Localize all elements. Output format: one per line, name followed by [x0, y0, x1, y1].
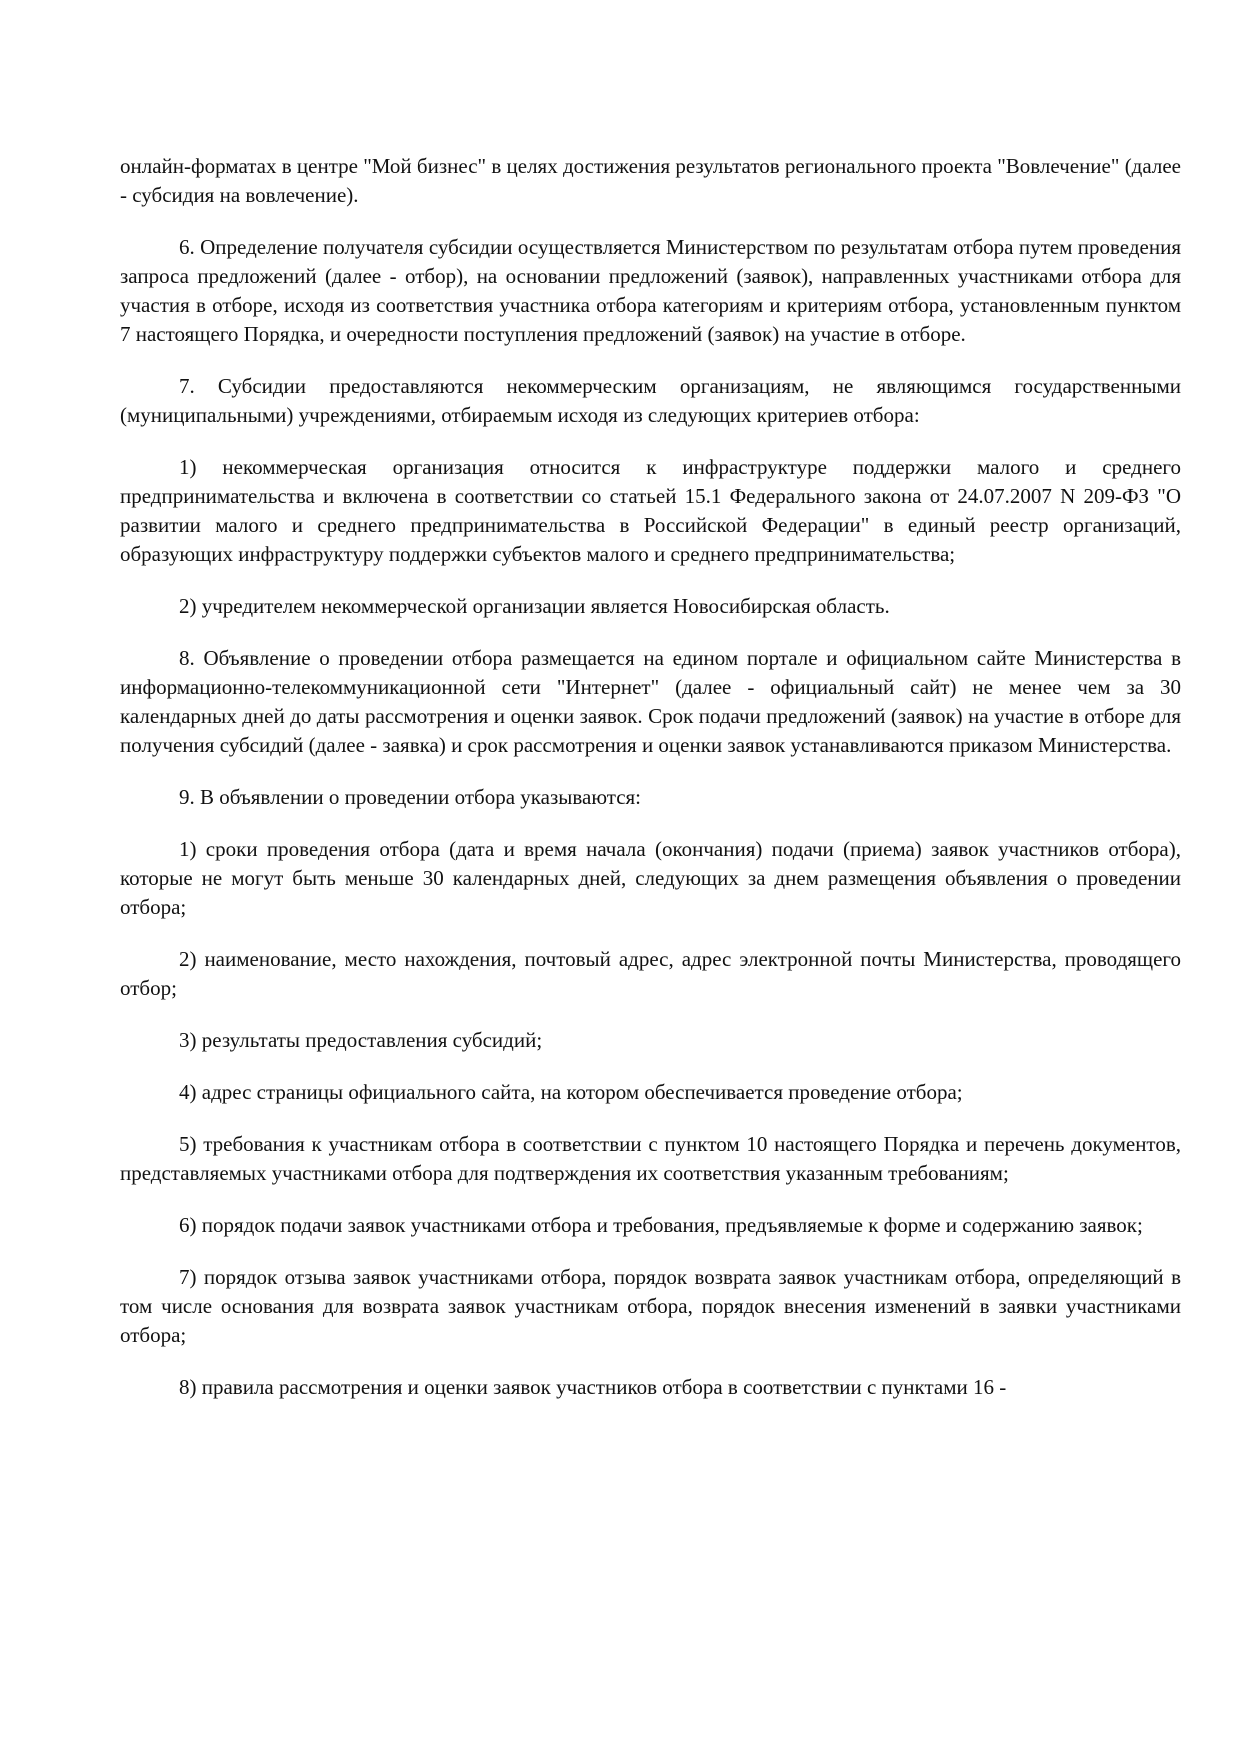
- paragraph-item-9-5: 5) требования к участникам отбора в соответствии с пунктом 10 настоящего Порядка и перечень документов, представляемых участниками отбора для подтверждения их соответствия указанным требованиям;: [120, 1132, 1181, 1185]
- document-page: [120, 152, 1181, 1425]
- paragraph-continuation: онлайн-форматах в центре "Мой бизнес" в целях достижения результатов регионального проекта "Вовлечение" (далее - субсидия на вовлечение).: [120, 154, 1181, 207]
- paragraph-item-7: 7. Субсидии предоставляются некоммерческим организациям, не являющимся государственными (муниципальными) учреждениями, отбираемым исходя из следующих критериев отбора:: [120, 374, 1181, 427]
- paragraph-item-9-7: 7) порядок отзыва заявок участниками отбора, порядок возврата заявок участникам отбора, определяющий в том числе основания для возврата заявок участникам отбора, порядок внесения изменений в заявки участниками отбора;: [120, 1265, 1181, 1347]
- paragraph-item-9: 9. В объявлении о проведении отбора указываются:: [179, 785, 642, 809]
- paragraph-item-9-4: 4) адрес страницы официального сайта, на котором обеспечивается проведение отбора;: [179, 1080, 963, 1104]
- paragraph-item-9-8: 8) правила рассмотрения и оценки заявок участников отбора в соответствии с пунктами 16 -: [179, 1375, 1007, 1399]
- paragraph-item-9-6: 6) порядок подачи заявок участниками отбора и требования, предъявляемые к форме и содержанию заявок;: [179, 1213, 1143, 1237]
- paragraph-item-9-2: 2) наименование, место нахождения, почтовый адрес, адрес электронной почты Министерства, проводящего отбор;: [120, 947, 1181, 1000]
- paragraph-item-6: 6. Определение получателя субсидии осуществляется Министерством по результатам отбора путем проведения запроса предложений (далее - отбор), на основании предложений (заявок), направленных участниками отбора для участия в отборе, исходя из соответствия участника отбора категориям и критериям отбора, установленным пунктом 7 настоящего Порядка, и очередности поступления предложений (заявок) на участие в отборе.: [120, 235, 1181, 346]
- paragraph-item-7-1: 1) некоммерческая организация относится к инфраструктуре поддержки малого и среднего предпринимательства и включена в соответствии со статьей 15.1 Федерального закона от 24.07.2007 N 209-ФЗ "О развитии малого и среднего предпринимательства в Российской Федерации" в единый реестр организаций, образующих инфраструктуру поддержки субъектов малого и среднего предпринимательства;: [120, 455, 1181, 566]
- paragraph-item-9-3: 3) результаты предоставления субсидий;: [179, 1028, 543, 1052]
- paragraph-item-7-2: 2) учредителем некоммерческой организации является Новосибирская область.: [179, 594, 890, 618]
- paragraph-item-8: 8. Объявление о проведении отбора размещается на едином портале и официальном сайте Министерства в информационно-телекоммуникационной сети "Интернет" (далее - официальный сайт) не менее чем за 30 календарных дней до даты рассмотрения и оценки заявок. Срок подачи предложений (заявок) на участие в отборе для получения субсидий (далее - заявка) и срок рассмотрения и оценки заявок устанавливаются приказом Министерства.: [120, 646, 1181, 757]
- paragraph-item-9-1: 1) сроки проведения отбора (дата и время начала (окончания) подачи (приема) заявок участников отбора), которые не могут быть меньше 30 календарных дней, следующих за днем размещения объявления о проведении отбора;: [120, 837, 1181, 919]
